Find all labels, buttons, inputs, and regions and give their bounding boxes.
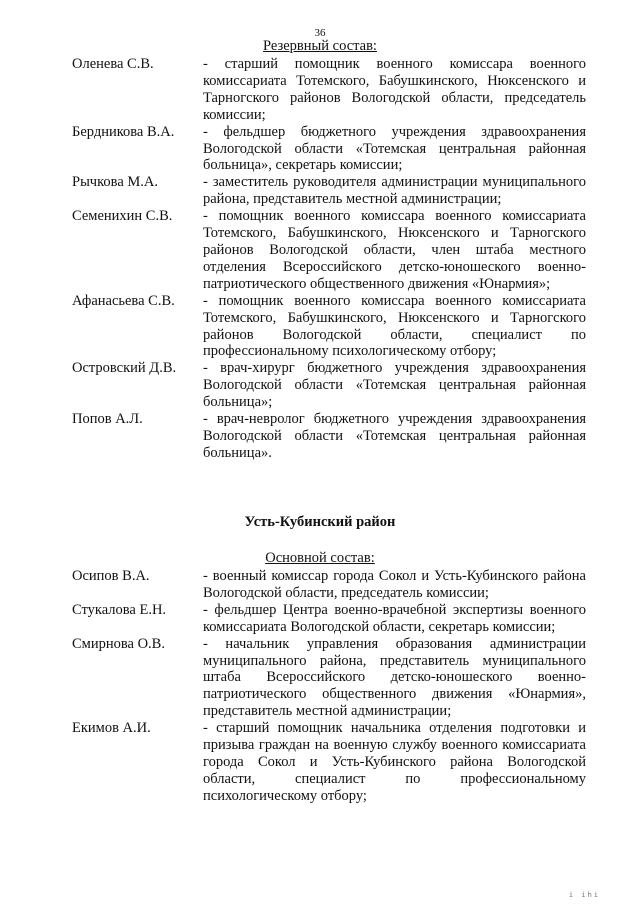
main-section-heading: Основной состав: <box>265 550 375 566</box>
member-row <box>0 208 640 293</box>
page-number: 36 <box>314 27 326 39</box>
member-name: Афанасьева С.В. <box>72 292 175 309</box>
reserve-section-heading: Резервный состав: <box>263 38 377 54</box>
member-name: Семенихин С.В. <box>72 208 173 225</box>
member-description: - фельдшер бюджетного учреждения здравоохранения Вологодской области «Тотемская центральная районная больница», секретарь комиссии; <box>203 123 586 174</box>
member-description: - старший помощник начальника отделения подготовки и призыва граждан на военную службу военного комиссариата города Сокол и Усть-Кубинского района Вологодской области, специалист по профессиональному психологическому отбору; <box>203 720 586 804</box>
member-row <box>0 411 640 462</box>
member-description: - врач-невролог бюджетного учреждения здравоохранения Вологодской области «Тотемская центральная районная больница». <box>203 411 586 461</box>
member-description: - фельдшер Центра военно-врачебной экспертизы военного комиссариата Вологодской области, секретарь комиссии; <box>203 601 586 635</box>
member-name: Оленева С.В. <box>72 56 154 72</box>
member-description: - военный комиссар города Сокол и Усть-Кубинского района Вологодской области, председатель комиссии; <box>203 568 586 601</box>
member-row <box>0 360 640 411</box>
member-row <box>0 568 640 602</box>
member-name: Островский Д.В. <box>72 360 177 377</box>
member-description: - помощник военного комиссара военного комиссариата Тотемского, Бабушкинского, Нюксенского и Тарногского районов Вологодской области, специалист по профессиональному психологическому отбору; <box>203 292 586 360</box>
member-row <box>0 636 640 721</box>
member-name: Стукалова Е.Н. <box>72 601 167 618</box>
member-description: - старший помощник военного комиссара военного комиссариата Тотемского, Бабушкинского, Нюксенского и Тарногского районов Вологодской области, председатель комиссии; <box>203 56 586 123</box>
member-row <box>0 174 640 208</box>
member-row <box>0 720 640 805</box>
member-name: Осипов В.А. <box>72 568 150 584</box>
scan-footer-mark: i ihi <box>568 891 600 899</box>
member-description: - начальник управления образования администрации муниципального района, представитель муниципального штаба Всероссийского детско-юношеского военно-патриотического общественного движения «Юнармия», представитель местной администрации; <box>203 635 586 720</box>
member-name: Бердникова В.А. <box>72 123 175 140</box>
member-row <box>0 293 640 361</box>
member-name: Екимов А.И. <box>72 720 151 737</box>
reserve-members-list <box>0 56 640 462</box>
member-row <box>0 124 640 175</box>
member-name: Попов А.Л. <box>72 411 143 428</box>
district-heading: Усть-Кубинский район <box>244 514 396 530</box>
member-name: Рычкова М.А. <box>72 174 158 191</box>
member-row <box>0 602 640 636</box>
main-members-list <box>0 568 640 805</box>
member-description: - помощник военного комиссара военного комиссариата Тотемского, Бабушкинского, Нюксенского и Тарногского районов Вологодской области, член штаба местного отделения Всероссийского детско-юношеского военно-патриотического общественного движения «Юнармия»; <box>203 208 586 292</box>
member-row <box>0 56 640 124</box>
member-description: - заместитель руководителя администрации муниципального района, представитель местной администрации; <box>203 174 586 208</box>
member-description: - врач-хирург бюджетного учреждения здравоохранения Вологодской области «Тотемская центральная районная больница»; <box>203 360 586 411</box>
member-name: Смирнова О.В. <box>72 635 165 652</box>
